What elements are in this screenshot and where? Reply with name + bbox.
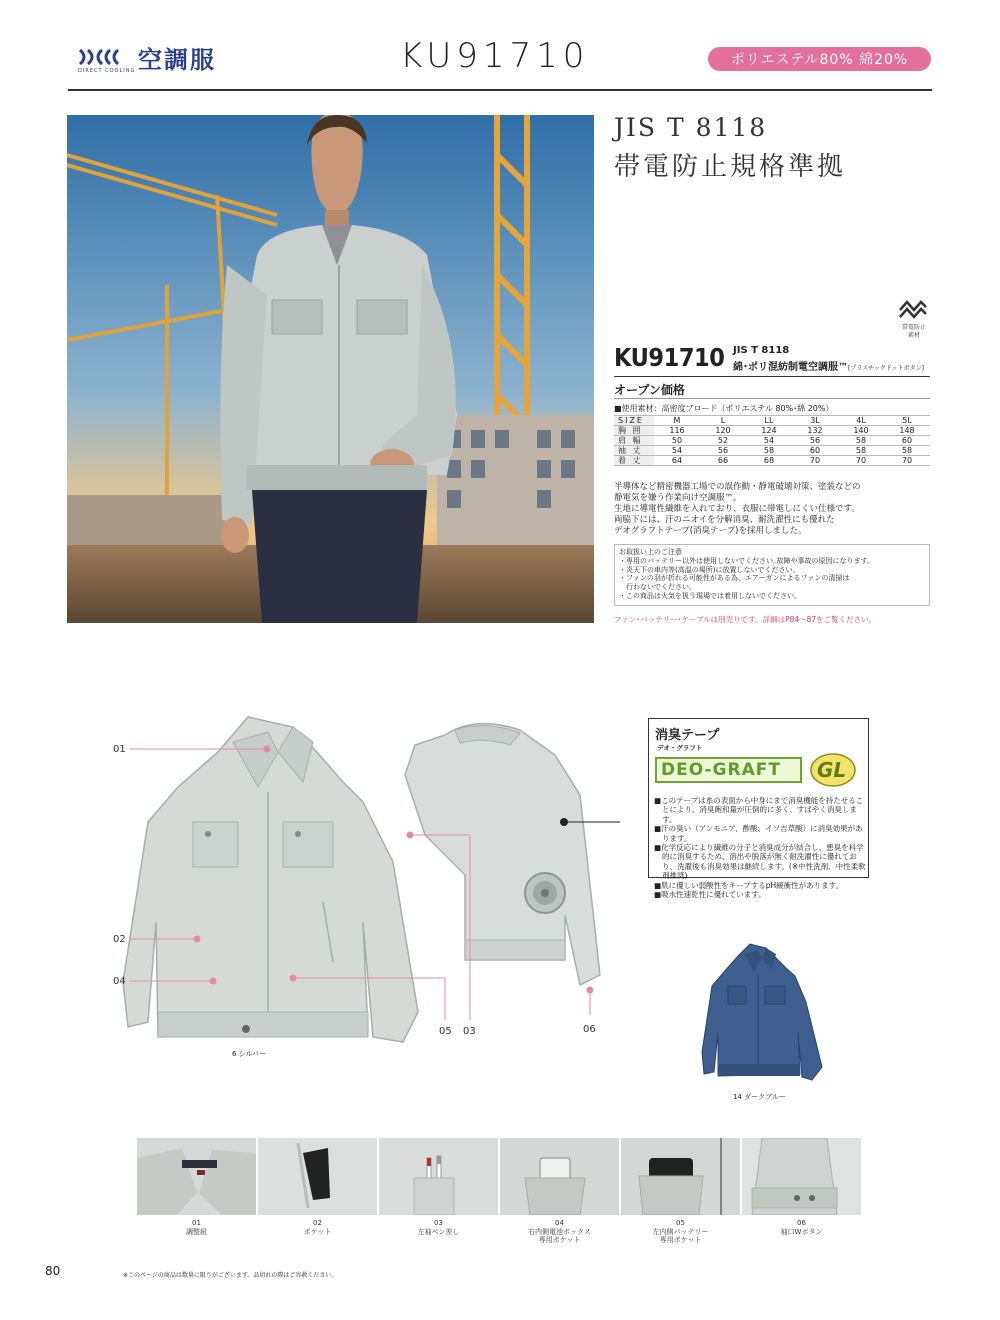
- size-row-length: [614, 456, 930, 466]
- size-cell: 70: [838, 456, 884, 466]
- product-jis: JIS T 8118: [733, 345, 790, 356]
- detail-number: 02: [313, 1219, 322, 1227]
- price-divider: [614, 398, 930, 399]
- detail-battery-box-graphic: [500, 1138, 619, 1215]
- product-divider: [614, 376, 930, 377]
- description-line: 生地に導電性繊維を入れており、衣服に帯電しにくい仕様です。: [614, 504, 860, 514]
- size-header-cell: SIZE: [614, 416, 654, 426]
- size-row-label: 袖 丈: [614, 446, 654, 456]
- sold-separately-note: ファン･バッテリー･ケーブルは別売りです。詳細はP84〜87をご覧ください。: [614, 615, 877, 624]
- color-caption-silver: 6 シルバー: [232, 1050, 267, 1058]
- caution-line: 行わないでください。: [619, 583, 696, 592]
- size-header-cell: 4L: [838, 416, 884, 426]
- size-cell: 66: [700, 456, 746, 466]
- jacket-front-darkblue: [700, 942, 828, 1087]
- detail-caption-03: [379, 1219, 498, 1236]
- callout-lines: [100, 740, 620, 1030]
- size-cell: 70: [792, 456, 838, 466]
- detail-label-line2: 専用ポケット: [659, 1236, 702, 1244]
- deo-graft-logo: [655, 752, 865, 788]
- description-line: 両脇下には、汗のニオイを分解消臭、耐洗濯性にも優れた: [614, 515, 835, 525]
- size-cell: 58: [838, 446, 884, 456]
- detail-label-line2: 専用ポケット: [538, 1236, 581, 1244]
- fabric-info: ■使用素材：高密度ブロード（ポリエステル 80%･綿 20%）: [614, 404, 834, 413]
- size-cell: 58: [884, 446, 930, 456]
- brand-wave-icon: [78, 46, 134, 68]
- detail-number: 01: [192, 1219, 201, 1227]
- product-description: [614, 482, 932, 537]
- callout-02: 02: [113, 934, 126, 945]
- hero-photo: [67, 115, 594, 623]
- detail-label: 袖口Wボタン: [780, 1227, 823, 1236]
- brand-tagline: DIRECT COOLING: [78, 68, 136, 74]
- detail-photo-04: [500, 1138, 619, 1215]
- detail-pen-graphic: [379, 1138, 498, 1215]
- standard-code: JIS T 8118: [614, 113, 768, 142]
- size-row-sleeve: [614, 446, 930, 456]
- size-cell: 116: [654, 426, 700, 436]
- size-table-header: [614, 416, 930, 426]
- caution-title: お取扱い上のご注意: [619, 548, 682, 556]
- standard-title: 帯電防止規格準拠: [614, 152, 847, 182]
- antistatic-label-line1: 帯電防止: [901, 324, 926, 331]
- caution-line: ・ファンの羽が折れる可能性がある為、エアーガンによるファンの清掃は: [619, 574, 850, 583]
- size-cell: 124: [746, 426, 792, 436]
- callout-01: 01: [113, 744, 126, 755]
- material-badge: ポリエステル80% 綿20%: [708, 47, 931, 71]
- size-cell: 140: [838, 426, 884, 436]
- deo-feature-list: [654, 796, 868, 899]
- description-line: 静電気を嫌う作業向け空調服™。: [614, 493, 742, 503]
- product-name: [733, 358, 924, 373]
- deo-feature: ■このテープは糸の表面から中身にまで消臭機能を持たせることにより、消臭飽和量が圧倒的に多く、すばやく消臭します。: [654, 796, 864, 824]
- callout-05: 05: [439, 1026, 452, 1037]
- detail-cuff-graphic: [742, 1138, 861, 1215]
- size-cell: 52: [700, 436, 746, 446]
- size-row-chest: [614, 426, 930, 436]
- color-caption-darkblue: 14 ダークブルー: [733, 1093, 786, 1101]
- size-cell: 120: [700, 426, 746, 436]
- size-header-cell: L: [700, 416, 746, 426]
- size-cell: 64: [654, 456, 700, 466]
- antistatic-icon: [898, 296, 928, 320]
- size-header-cell: 5L: [884, 416, 930, 426]
- detail-photo-03: [379, 1138, 498, 1215]
- detail-caption-05: [621, 1219, 740, 1245]
- size-cell: 60: [884, 436, 930, 446]
- detail-label: 調整紐: [186, 1227, 207, 1236]
- detail-photo-05: [621, 1138, 740, 1215]
- product-code: KU91710: [614, 343, 725, 372]
- size-cell: 58: [838, 436, 884, 446]
- size-cell: 56: [700, 446, 746, 456]
- size-cell: 68: [746, 456, 792, 466]
- size-cell: 70: [884, 456, 930, 466]
- brand-name: 空調服: [138, 45, 216, 74]
- size-row-label: 胸 囲: [614, 426, 654, 436]
- deo-logo-text: DEO-GRAFT: [661, 760, 781, 780]
- detail-battery-pocket-graphic: [621, 1138, 740, 1215]
- caution-line: ・専用のバッテリー以外は使用しないでください｡故障や事故の原因になります。: [619, 556, 874, 565]
- deo-subtitle: デオ・グラフト: [657, 744, 703, 752]
- size-row-label: 肩 幅: [614, 436, 654, 446]
- size-cell: 54: [654, 446, 700, 456]
- detail-collar-graphic: [137, 1138, 256, 1215]
- caution-line: ・この商品は火気を扱う現場では着用しないでください。: [619, 591, 801, 600]
- detail-photo-02: [258, 1138, 377, 1215]
- size-cell: 132: [792, 426, 838, 436]
- footnote: ※このページの商品は数量に限りがございます。品切れの際はご容赦ください。: [123, 1272, 338, 1279]
- deo-title: 消臭テープ: [655, 728, 720, 743]
- detail-caption-06: [742, 1219, 861, 1236]
- size-cell: 60: [792, 446, 838, 456]
- detail-label: 左内側バッテリー: [652, 1227, 709, 1236]
- brand-logo: [78, 42, 216, 72]
- product-name-suffix: [プラスチックドットボタン]: [848, 365, 924, 372]
- page-number: 80: [45, 1264, 61, 1278]
- caution-line: ・炎天下の車内等(高温の場所)に放置しないでください。: [619, 565, 800, 574]
- product-name-text: 綿･ポリ混紡制電空調服™: [733, 362, 848, 373]
- deo-feature: ■化学反応により繊維の分子と消臭成分が結合し、悪臭を科学的に消臭するため、溶出や脱落が無く耐洗濯性に優れており、洗濯後も消臭効果は継続します。(※中性洗剤、中性柔軟剤推奨): [654, 843, 866, 881]
- detail-number: 03: [434, 1219, 443, 1227]
- price: オープン価格: [614, 383, 685, 397]
- description-line: デオグラフトテープ(消臭テープ)を採用しました。: [614, 526, 807, 536]
- size-cell: 148: [884, 426, 930, 436]
- detail-number: 05: [676, 1219, 685, 1227]
- size-row-label: 着 丈: [614, 456, 654, 466]
- caution-box: [614, 544, 930, 606]
- detail-caption-01: [137, 1219, 256, 1236]
- deo-logo-mark: GL: [817, 758, 847, 782]
- detail-caption-04: [500, 1219, 619, 1245]
- size-header-cell: LL: [746, 416, 792, 426]
- description-line: 半導体など精密機器工場での誤作動・静電破壊対策、塗装などの: [614, 482, 861, 492]
- size-cell: 54: [746, 436, 792, 446]
- size-header-cell: 3L: [792, 416, 838, 426]
- detail-caption-02: [258, 1219, 377, 1236]
- callout-03: 03: [463, 1026, 476, 1037]
- detail-number: 06: [797, 1219, 806, 1227]
- callout-04: 04: [113, 976, 126, 987]
- size-table: [614, 415, 930, 466]
- callout-06: 06: [583, 1024, 596, 1035]
- detail-photo-06: [742, 1138, 861, 1215]
- detail-photo-01: [137, 1138, 256, 1215]
- size-row-shoulder: [614, 436, 930, 446]
- deo-feature: ■吸水性速乾性に優れています。: [654, 890, 766, 900]
- detail-label: 左袖ペン差し: [417, 1227, 460, 1236]
- size-cell: 56: [792, 436, 838, 446]
- size-cell: 58: [746, 446, 792, 456]
- detail-label: 右内側電池ボックス: [528, 1227, 591, 1236]
- size-cell: 50: [654, 436, 700, 446]
- antistatic-label-line2: 素材: [907, 332, 920, 339]
- antistatic-label: [894, 324, 934, 340]
- page-title: KU91710: [400, 36, 590, 76]
- detail-pocket-graphic: [258, 1138, 377, 1215]
- header-divider: [68, 89, 932, 91]
- detail-number: 04: [555, 1219, 564, 1227]
- size-header-cell: M: [654, 416, 700, 426]
- detail-label: ポケット: [303, 1227, 332, 1236]
- deo-feature: ■汗の臭い（アンモニア、酢酸、イソ吉草酸）に消臭効果があります。: [654, 824, 863, 843]
- deo-feature: ■肌に優しい弱酸性をキープするpH緩衝性があります。: [654, 880, 844, 890]
